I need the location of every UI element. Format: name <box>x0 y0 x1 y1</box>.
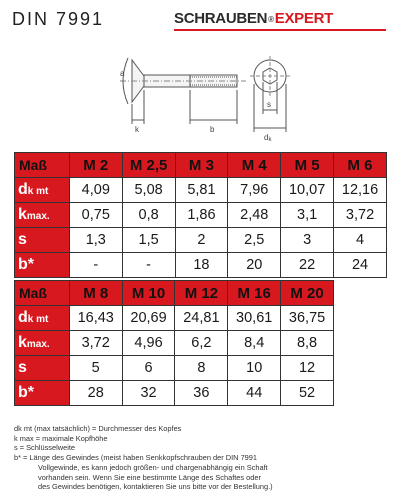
table-cell: 52 <box>281 381 334 406</box>
table-cell: 30,61 <box>228 306 281 331</box>
table-cell: 2,48 <box>228 203 281 228</box>
footnote-line: s = Schlüsselweite <box>14 443 76 453</box>
table-cell: 6,2 <box>175 331 228 356</box>
table-cell: 18 <box>175 253 228 278</box>
table-row <box>15 253 387 278</box>
table-header-cell: M 12 <box>175 281 228 306</box>
table-cell: 36 <box>175 381 228 406</box>
table-cell: 10 <box>228 356 281 381</box>
row-label: s <box>15 356 70 381</box>
table-cell: 16,43 <box>69 306 122 331</box>
table-cell: 1,86 <box>175 203 228 228</box>
table-cell: 24,81 <box>175 306 228 331</box>
table-cell: 1,5 <box>122 228 175 253</box>
table-cell: 36,75 <box>281 306 334 331</box>
dimensions-table-m8-m20 <box>14 280 334 406</box>
row-label: s <box>15 228 70 253</box>
row-label: dk mt <box>15 306 70 331</box>
row-label: dk mt <box>15 178 70 203</box>
brand-registered-mark: ® <box>268 15 274 24</box>
table-cell: 32 <box>122 381 175 406</box>
drawing-label-head: a <box>120 69 125 78</box>
table-cell: 8 <box>175 356 228 381</box>
table-cell: - <box>69 253 122 278</box>
table-row <box>15 381 334 406</box>
brand-logo <box>174 10 333 27</box>
table-header-cell: M 2,5 <box>122 153 175 178</box>
table-cell: 1,3 <box>69 228 122 253</box>
table-cell: 5,08 <box>122 178 175 203</box>
table-header-row <box>15 281 334 306</box>
table-cell: 6 <box>122 356 175 381</box>
table-cell: 5,81 <box>175 178 228 203</box>
screw-technical-drawing <box>98 52 298 142</box>
footnotes <box>14 424 394 492</box>
table-cell: 22 <box>281 253 334 278</box>
footnote-line: vorhanden sein. Wenn Sie eine bestimmte Länge des Schaftes oder <box>38 472 261 482</box>
table-header-cell: M 3 <box>175 153 228 178</box>
footnote-line: k max = maximale Kopfhöhe <box>14 433 108 443</box>
table-header-cell: M 10 <box>122 281 175 306</box>
table-cell: 0,75 <box>69 203 122 228</box>
dimensions-table-m2-m6 <box>14 152 387 278</box>
table-header-cell: M 4 <box>228 153 281 178</box>
table-cell: 44 <box>228 381 281 406</box>
table-header-cell: M 6 <box>334 153 387 178</box>
table-row <box>15 356 334 381</box>
table-row <box>15 306 334 331</box>
table-header-cell: M 16 <box>228 281 281 306</box>
table-cell: 12,16 <box>334 178 387 203</box>
table-row <box>15 331 334 356</box>
drawing-label-k: k <box>135 125 139 134</box>
table-header-cell: Maß <box>15 281 70 306</box>
table-cell: 2,5 <box>228 228 281 253</box>
footnote-line: dk mt (max tatsächlich) = Durchmesser des Kopfes <box>14 424 182 433</box>
brand-logo-part2: EXPERT <box>274 10 333 27</box>
table-cell: 8,8 <box>281 331 334 356</box>
table-row <box>15 203 387 228</box>
table-cell: 3 <box>281 228 334 253</box>
table-cell: 4,96 <box>122 331 175 356</box>
table-cell: 2 <box>175 228 228 253</box>
table-cell: 20 <box>228 253 281 278</box>
table-cell: 4,09 <box>69 178 122 203</box>
footnote-line: b* = Länge des Gewindes (meist haben Senkkopfschrauben der DIN 7991 <box>14 453 258 463</box>
table-cell: 7,96 <box>228 178 281 203</box>
drawing-label-dk-sub: k <box>268 137 272 142</box>
row-label: b* <box>15 253 70 278</box>
table-header-cell: M 2 <box>69 153 122 178</box>
table-cell: 4 <box>334 228 387 253</box>
brand-logo-part1: SCHRAUBEN <box>174 10 268 27</box>
table-cell: 8,4 <box>228 331 281 356</box>
drawing-label-s: s <box>267 100 271 109</box>
table-cell: 3,1 <box>281 203 334 228</box>
table-cell: 24 <box>334 253 387 278</box>
drawing-label-dk <box>264 133 272 142</box>
row-label: kmax. <box>15 331 70 356</box>
table-cell: - <box>122 253 175 278</box>
table-header-cell: Maß <box>15 153 70 178</box>
drawing-label-dk-main: d <box>264 133 269 142</box>
table-cell: 3,72 <box>69 331 122 356</box>
footnote-line: des Gewindes benötigen, kontaktieren Sie uns bitte vor der Bestellung.) <box>38 482 273 492</box>
table-header-cell: M 20 <box>281 281 334 306</box>
table-header-cell: M 8 <box>69 281 122 306</box>
table-cell: 5 <box>69 356 122 381</box>
table-cell: 28 <box>69 381 122 406</box>
brand-underline <box>174 29 386 31</box>
row-label: b* <box>15 381 70 406</box>
table-row <box>15 228 387 253</box>
table-row <box>15 178 387 203</box>
row-label: kmax. <box>15 203 70 228</box>
table-cell: 10,07 <box>281 178 334 203</box>
table-header-cell: M 5 <box>281 153 334 178</box>
table-cell: 20,69 <box>122 306 175 331</box>
drawing-label-b: b <box>210 125 215 134</box>
table-cell: 0,8 <box>122 203 175 228</box>
footnote-line: Vollgewinde, es kann jedoch größen- und chargenabhängig ein Schaft <box>38 462 268 472</box>
page-title: DIN 7991 <box>12 9 105 29</box>
table-cell: 12 <box>281 356 334 381</box>
table-cell: 3,72 <box>334 203 387 228</box>
table-header-row <box>15 153 387 178</box>
